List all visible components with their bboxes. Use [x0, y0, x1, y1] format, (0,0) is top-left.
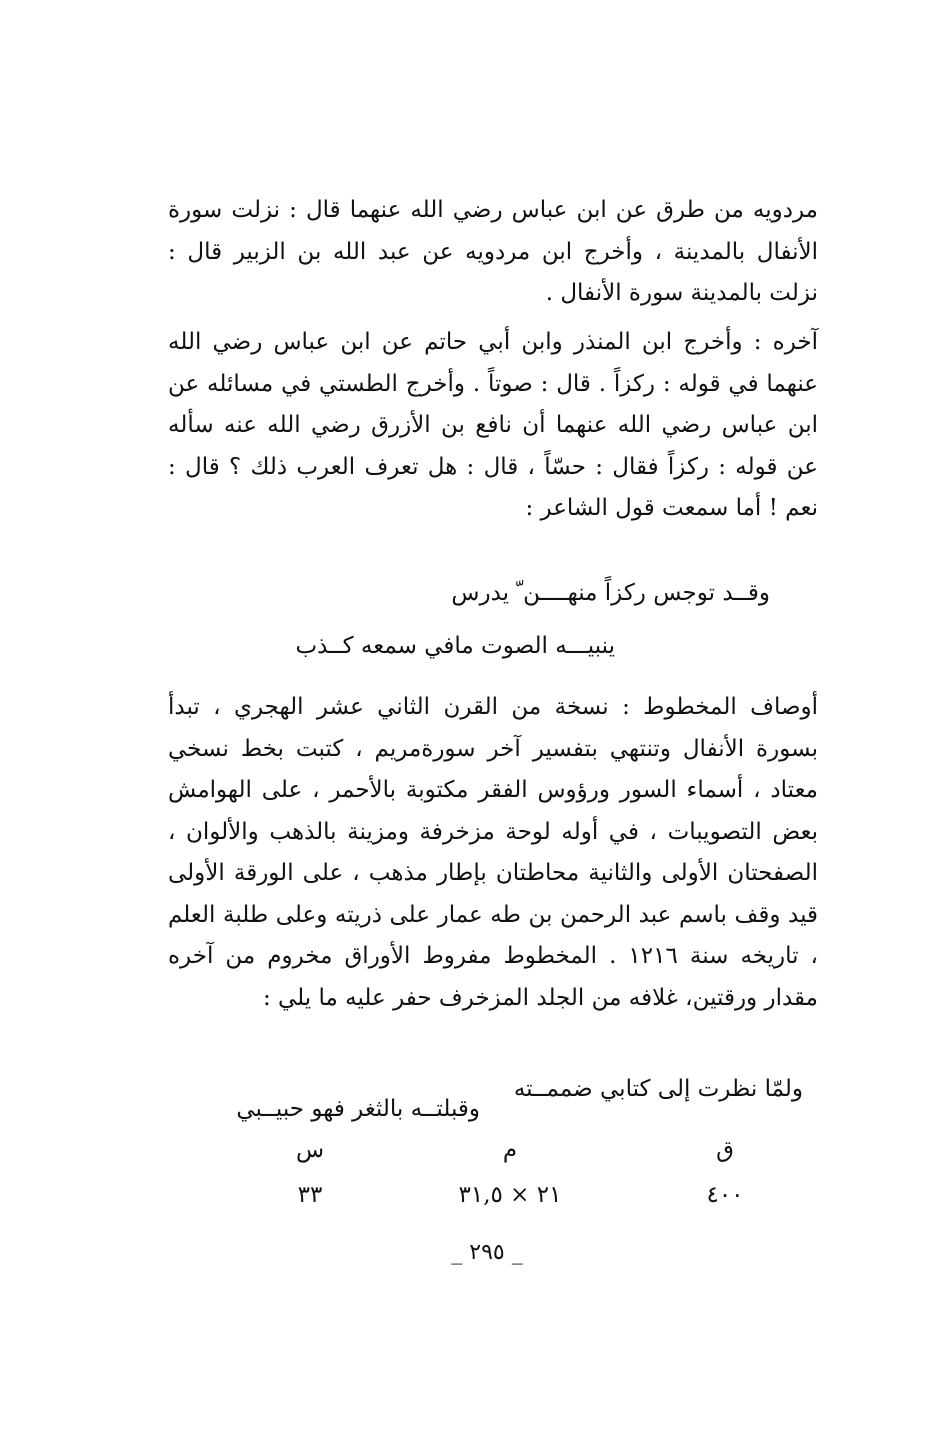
paragraph-manuscript-ending: آخره : وأخرج ابن المنذر وابن أبي حاتم عن ابن عباس رضي الله عنهما في قوله : ركزاً . قال : صوتاً . وأخرج الطستي في مسائله عن ابن عباس رضي الله عنهما أن نافع بن الأزرق رضي الله عنه سأله عن قوله : ركزاً فقال : حسّاً ، قال : هل تعرف العرب ذلك ؟ قال : نعم ! أما سمعت قول الشاعر :: [168, 329, 818, 521]
paragraph-manuscript-description: أوصاف المخطوط : نسخة من القرن الثاني عشر الهجري ، تبدأ بسورة الأنفال وتنتهي بتفسير آخر سورةمريم ، كتبت بخط نسخي معتاد ، أسماء السور ورؤوس الفقر مكتوبة بالأحمر ، على الهوامش بعض التصويبات ، في أوله لوحة مزخرفة ومزينة بالذهب والألوان ، الصفحتان الأولى والثانية محاطتان بإطار مذهب ، على الورقة الأولى قيد وقف باسم عبد الرحمن بن طه عمار على ذريته وعلى طلبة العلم ، تاريخه سنة ١٢١٦ . المخطوط مفروط الأوراق مخروم من آخره مقدار ورقتين، غلافه من الجلد المزخرف حفر عليه ما يلي :: [168, 694, 818, 1011]
table-value-m: ٢١ × ٣١,٥: [458, 1182, 562, 1208]
poem2-hemistich-left: وقبلتــه بالثغر فهو حبيــبي: [236, 1096, 480, 1122]
poem-line-2: ينبيـــه الصوت مافي سمعه كــذب: [295, 633, 615, 659]
poem-line-1: وقــد توجس ركزاً منهــــن ّ يدرس: [451, 580, 770, 606]
table-value-s: ٣٣: [297, 1182, 323, 1208]
table-value-q: ٤٠٠: [706, 1182, 744, 1208]
paragraph-revelation-place: مردويه من طرق عن ابن عباس رضي الله عنهما قال : نزلت سورة الأنفال بالمدينة ، وأخرج ابن مردويه عن عبد الله بن الزبير قال : نزلت بالمدينة سورة الأنفال .: [168, 197, 818, 306]
table-header-m: م: [502, 1137, 518, 1163]
poem2-hemistich-right: ولمّا نظرت إلى كتابي ضممــته: [513, 1076, 803, 1102]
table-header-s: س: [295, 1137, 325, 1163]
table-header-q: ق: [716, 1137, 734, 1163]
page-number: _ ٢٩٥ _: [451, 1240, 523, 1265]
